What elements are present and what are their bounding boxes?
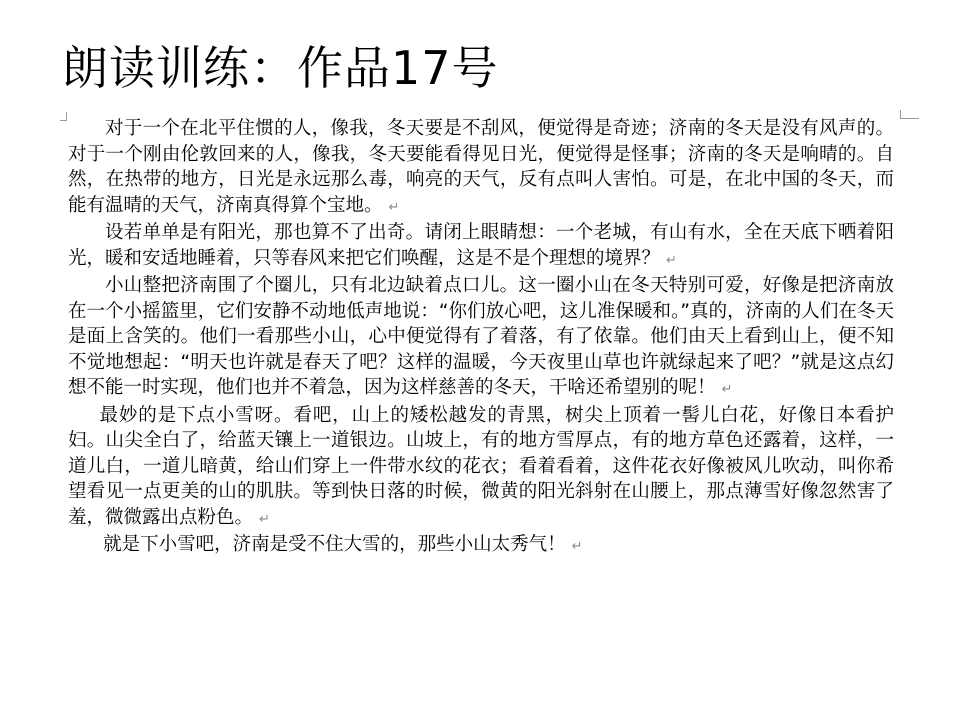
- paragraph-1: [68, 116, 894, 220]
- document-body: [68, 116, 894, 560]
- paragraph-4: [68, 403, 894, 533]
- crop-mark-top-right: [900, 110, 919, 119]
- paragraph-mark-icon: ↵: [388, 199, 400, 215]
- paragraph-text: 最妙的是下点小雪呀。看吧，山上的矮松越发的青黑，树尖上顶着一髻儿白花，好像日本看护妇。山尖全白了，给蓝天镶上一道银边。山坡上，有的地方雪厚点，有的地方草色还露着，这样，一道儿白，一道儿暗黄，给山们穿上一件带水纹的花衣；看着看着，这件花衣好像被风儿吹动，叫你希望看见一点更美的山的肌肤。等到快日落的时候，微黄的阳光斜射在山腰上，那点薄雪好像忽然害了羞，微微露出点粉色。: [68, 404, 894, 528]
- crop-mark-top-left: [60, 112, 67, 121]
- paragraph-mark-icon: ↵: [721, 382, 733, 397]
- paragraph-mark-icon: ↵: [666, 252, 677, 268]
- slide-title: 朗读训练：作品17号: [62, 41, 499, 95]
- paragraph-2: [68, 220, 894, 273]
- paragraph-5: [68, 532, 894, 560]
- paragraph-text: 对于一个在北平住惯的人，像我，冬天要是不刮风，便觉得是奇迹；济南的冬天是没有风声的。对于一个刚由伦敦回来的人，像我，冬天要能看得见日光，便觉得是怪事；济南的冬天是响晴的。自然，在热带的地方，日光是永远那么毒，响亮的天气，反有点叫人害怕。可是，在北中国的冬天，而能有温晴的天气，济南真得算个宝地。: [68, 118, 894, 216]
- paragraph-text: 设若单单是有阳光，那也算不了出奇。请闭上眼睛想：一个老城，有山有水，全在天底下晒着阳光，暖和安适地睡着，只等春风来把它们唤醒，这是不是个理想的境界？: [68, 222, 894, 269]
- paragraph-text: 小山整把济南围了个圈儿，只有北边缺着点口儿。这一圈小山在冬天特别可爱，好像是把济南放在一个小摇篮里，它们安静不动地低声地说：“你们放心吧，这儿准保暖和。”真的，济南的人们在冬天是面上含笑的。他们一看那些小山，心中便觉得有了着落，有了依靠。他们由天上看到山上，便不知不觉地想起：“明天也许就是春天了吧？这样的温暖，今天夜里山草也许就绿起来了吧？”就是这点幻想不能一时实现，他们也并不着急，因为这样慈善的冬天，干啥还希望别的呢！: [68, 275, 894, 398]
- paragraph-text: 就是下小雪吧，济南是受不住大雪的，那些小山太秀气！: [103, 534, 566, 555]
- paragraph-mark-icon: ↵: [259, 511, 270, 527]
- paragraph-3: [68, 273, 894, 403]
- paragraph-mark-icon: ↵: [571, 539, 583, 554]
